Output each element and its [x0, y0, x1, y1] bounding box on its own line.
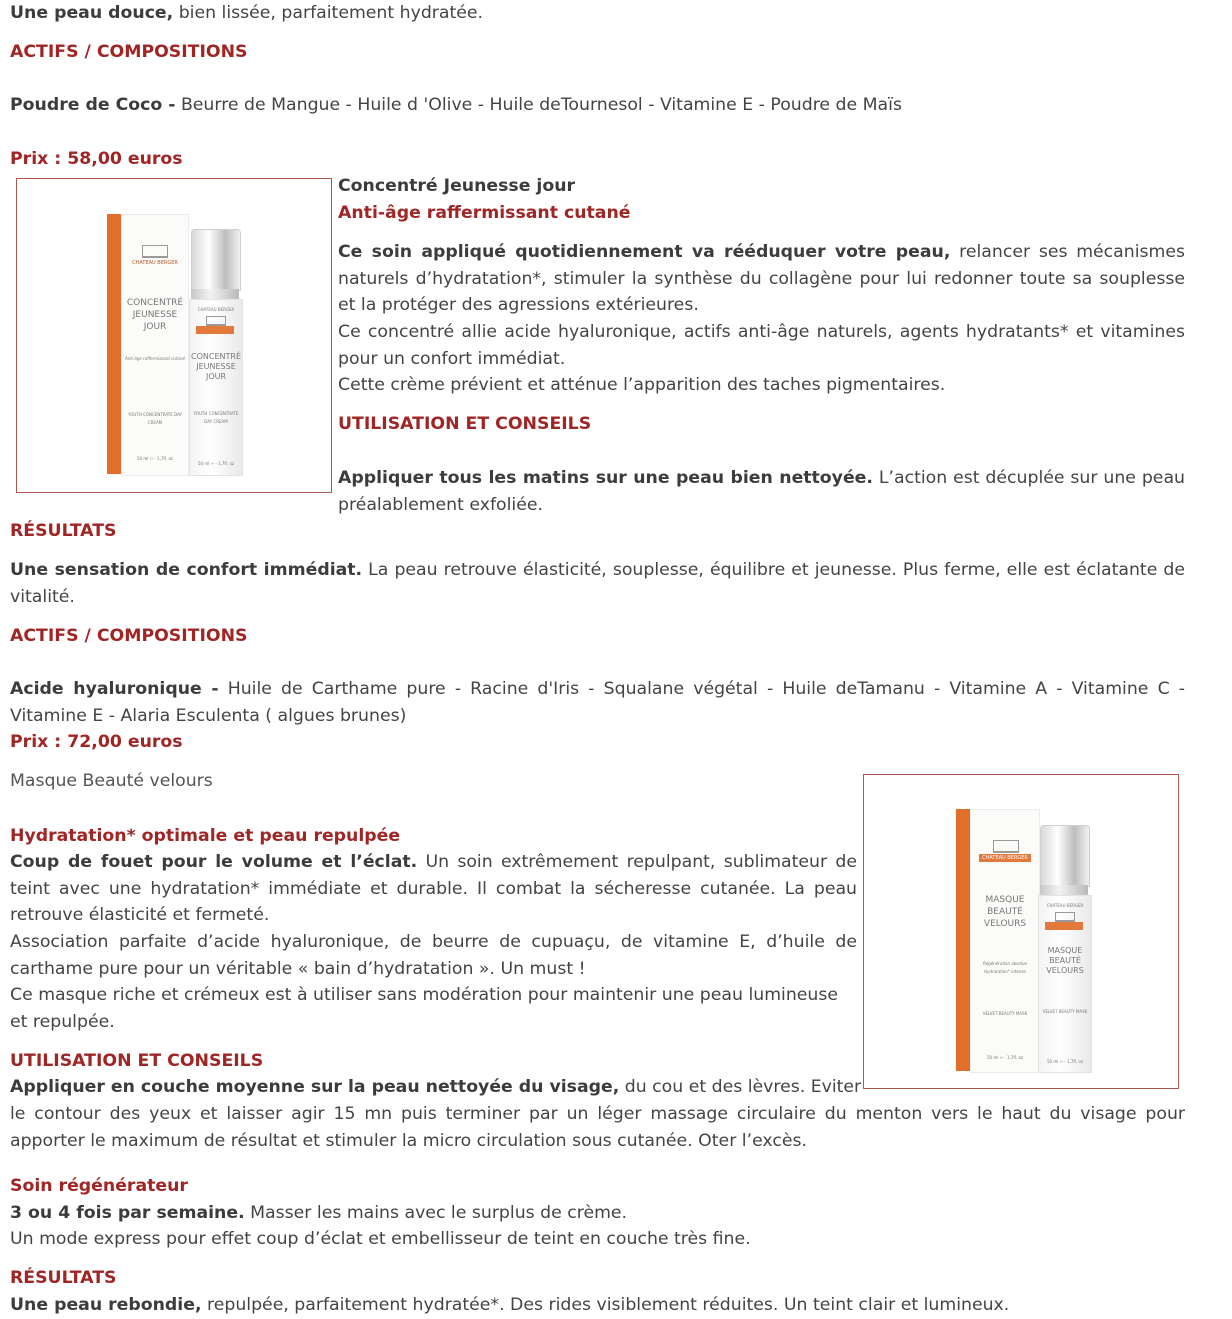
actifs-text: Beurre de Mangue - Huile d 'Olive - Huile deTournesol - Vitamine E - Poudre de Maïs — [175, 95, 902, 115]
product1-actifs-bold: Acide hyaluronique - — [10, 679, 219, 699]
bottle2-name-2: BEAUTÉ — [1049, 956, 1081, 965]
bottle2-castle-icon — [1055, 912, 1075, 922]
product2-desc-line3: Ce masque riche et crémeux est à utiliser sans modération pour maintenir une peau lumineuse et repulpée. — [10, 985, 839, 1032]
actifs-paragraph — [10, 92, 1185, 119]
product-image-masque — [863, 774, 1179, 1089]
bottle-body — [189, 299, 243, 476]
castle-logo-icon — [142, 245, 168, 258]
bottle-english: YOUTH CONCENTRATE DAY CREAM — [193, 411, 239, 424]
product2-results-heading: RÉSULTATS — [10, 1268, 117, 1288]
actifs-heading: ACTIFS / COMPOSITIONS — [10, 42, 248, 62]
box2-name-3: VELOURS — [983, 919, 1027, 929]
product1-actifs-heading: ACTIFS / COMPOSITIONS — [10, 626, 248, 646]
bottle-name-1: CONCENTRÉ — [191, 352, 241, 361]
box2-brand: CHATEAU BERGER — [982, 855, 1028, 861]
product2-desc-text: Un soin extrêmement repulpant, sublimateur de teint avec une hydratation* immédiate et durable. Il combat la sécheresse cutanée. La peau retrouve élasticité et fermeté. — [10, 852, 857, 926]
bottle-name-3: JOUR — [205, 372, 227, 381]
bottle-brand-small: CHATEAU BERGER — [197, 307, 235, 312]
bottle-orange-label — [196, 326, 234, 334]
product2-usage-line2: le contour des yeux et laisser agir 15 mn puis terminer par un léger massage circulaire du menton vers le haut du visage pour apporter le maximum de résultat et stimuler la micro circulation sous cutanée. Oter l’excès. — [10, 1104, 1185, 1151]
bottle-pump — [191, 229, 241, 291]
product1-desc-bold: Ce soin appliqué quotidiennement va rééduquer votre peau, — [338, 242, 951, 262]
bottle-castle-icon — [206, 316, 226, 326]
product2-title: Masque Beauté velours — [10, 771, 213, 791]
product2-subtitle: Hydratation* optimale et peau repulpée — [10, 826, 401, 846]
product1-description — [338, 239, 1185, 319]
product2-regen — [10, 1200, 1185, 1227]
actifs-bold: Poudre de Coco - — [10, 95, 176, 115]
product2-results-text: repulpée, parfaitement hydratée*. Des rides visiblement réduites. Un teint clair et lumineux. — [201, 1295, 1010, 1315]
product-bottle — [187, 229, 243, 474]
price-label: Prix : 58,00 euros — [10, 149, 183, 169]
bottle2-volume: 50 ml ℮ - 1,7fl. oz — [1046, 1059, 1083, 1064]
product2-box — [970, 809, 1040, 1073]
product1-results-text: La peau retrouve élasticité, souplesse, équilibre et jeunesse. Plus ferme, elle est éclatante de vitalité. — [10, 560, 1185, 607]
product2-results — [10, 1292, 1185, 1319]
bottle2-orange-label — [1045, 922, 1083, 930]
product1-results — [10, 557, 1185, 610]
product1-results-bold: Une sensation de confort immédiat. — [10, 560, 363, 580]
bottle2-body — [1038, 895, 1092, 1073]
bottle2-brand-small: CHATEAU BERGER — [1046, 903, 1084, 908]
box2-english: VELVET BEAUTY MASK — [982, 1011, 1028, 1016]
product2-regen-heading: Soin régénérateur — [10, 1176, 188, 1196]
intro-bold: Une peau douce, — [10, 3, 174, 23]
product1-usage — [338, 465, 1185, 518]
product1-usage-text: L’action est décuplée sur une peau préalablement exfoliée. — [338, 468, 1185, 515]
box2-name-2: BEAUTÉ — [987, 907, 1023, 917]
bottle2-english: VELVET BEAUTY MASK — [1042, 1009, 1088, 1014]
product2-usage-bold: Appliquer en couche moyenne sur la peau nettoyée du visage, — [10, 1077, 620, 1097]
intro-text: bien lissée, parfaitement hydratée. — [173, 3, 484, 23]
bottle-name-2: JEUNESSE — [196, 362, 236, 371]
bottle2-pump — [1040, 825, 1090, 887]
product-box — [121, 214, 189, 476]
product2-desc-bold: Coup de fouet pour le volume et l’éclat. — [10, 852, 418, 872]
box-brand: CHATEAU BERGER — [132, 260, 178, 266]
product2-usage-text-1: du cou et des lèvres. Eviter — [619, 1077, 862, 1097]
product1-desc-line3: Cette crème prévient et atténue l’apparition des taches pigmentaires. — [338, 375, 946, 395]
product1-price: Prix : 72,00 euros — [10, 732, 183, 752]
bottle2-name-1: MASQUE — [1047, 946, 1083, 955]
product2-desc-line2: Association parfaite d’acide hyaluronique, de beurre de cupuaçu, de vitamine E, d’huile de carthame pure pour un véritable « bain d’hydratation ». Un must ! — [10, 932, 857, 979]
bottle-collar — [191, 289, 239, 299]
box-subtitle: Anti-âge raffermissant cutané — [125, 356, 185, 361]
product1-desc-line2: Ce concentré allie acide hyaluronique, actifs anti-âge naturels, agents hydratants* et vitamines pour un confort immédiat. — [338, 322, 1185, 369]
box-volume: 50 ml ℮ - 1,7fl. oz — [136, 456, 173, 461]
box-name-3: JOUR — [143, 322, 167, 332]
product2-description — [10, 849, 857, 929]
intro-paragraph — [10, 0, 1185, 27]
product2-usage-line1 — [10, 1074, 862, 1101]
bottle-volume: 50 ml ℮ - 1,7fl. oz — [197, 461, 234, 466]
product2-regen-line2: Un mode express pour effet coup d’éclat et embellisseur de teint en couche très fine. — [10, 1229, 751, 1249]
product2-bottle — [1036, 825, 1092, 1071]
product1-usage-bold: Appliquer tous les matins sur une peau bien nettoyée. — [338, 468, 873, 488]
box2-name-1: MASQUE — [985, 895, 1025, 905]
product2-usage-heading: UTILISATION ET CONSEILS — [10, 1051, 264, 1071]
product1-actifs-text: Huile de Carthame pure - Racine d'Iris - Squalane végétal - Huile deTamanu - Vitamine A - Vitamine C - Vitamine E - Alaria Esculenta ( algues brunes) — [10, 679, 1185, 726]
product1-subtitle: Anti-âge raffermissant cutané — [338, 203, 631, 223]
product1-desc-text: relancer ses mécanismes naturels d’hydratation*, stimuler la synthèse du collagène pour lui redonner toute sa souplesse et la protéger des agressions extérieures. — [338, 242, 1185, 316]
box-name-2: JEUNESSE — [132, 310, 178, 320]
product-image-concentre — [16, 178, 332, 493]
castle-logo-icon — [993, 840, 1019, 853]
product1-usage-heading: UTILISATION ET CONSEILS — [338, 414, 592, 434]
box-name-1: CONCENTRÉ — [126, 298, 184, 308]
bottle2-name-3: VELOURS — [1046, 966, 1084, 975]
product2-regen-bold: 3 ou 4 fois par semaine. — [10, 1203, 245, 1223]
product2-results-bold: Une peau rebondie, — [10, 1295, 202, 1315]
box-side-panel — [107, 214, 121, 474]
bottle2-collar — [1040, 885, 1088, 895]
product1-title: Concentré Jeunesse jour — [338, 176, 576, 196]
box-english: YOUTH CONCENTRATE DAY CREAM — [128, 412, 182, 425]
box2-side-panel — [956, 809, 970, 1071]
box2-subtitle: Régénération absolue Hydratation* intense — [983, 961, 1027, 974]
product1-results-heading: RÉSULTATS — [10, 521, 117, 541]
product1-actifs — [10, 676, 1185, 729]
product2-regen-text: Masser les mains avec le surplus de crème. — [244, 1203, 628, 1223]
box2-volume: 50 ml ℮ - 1,7fl. oz — [986, 1055, 1023, 1060]
